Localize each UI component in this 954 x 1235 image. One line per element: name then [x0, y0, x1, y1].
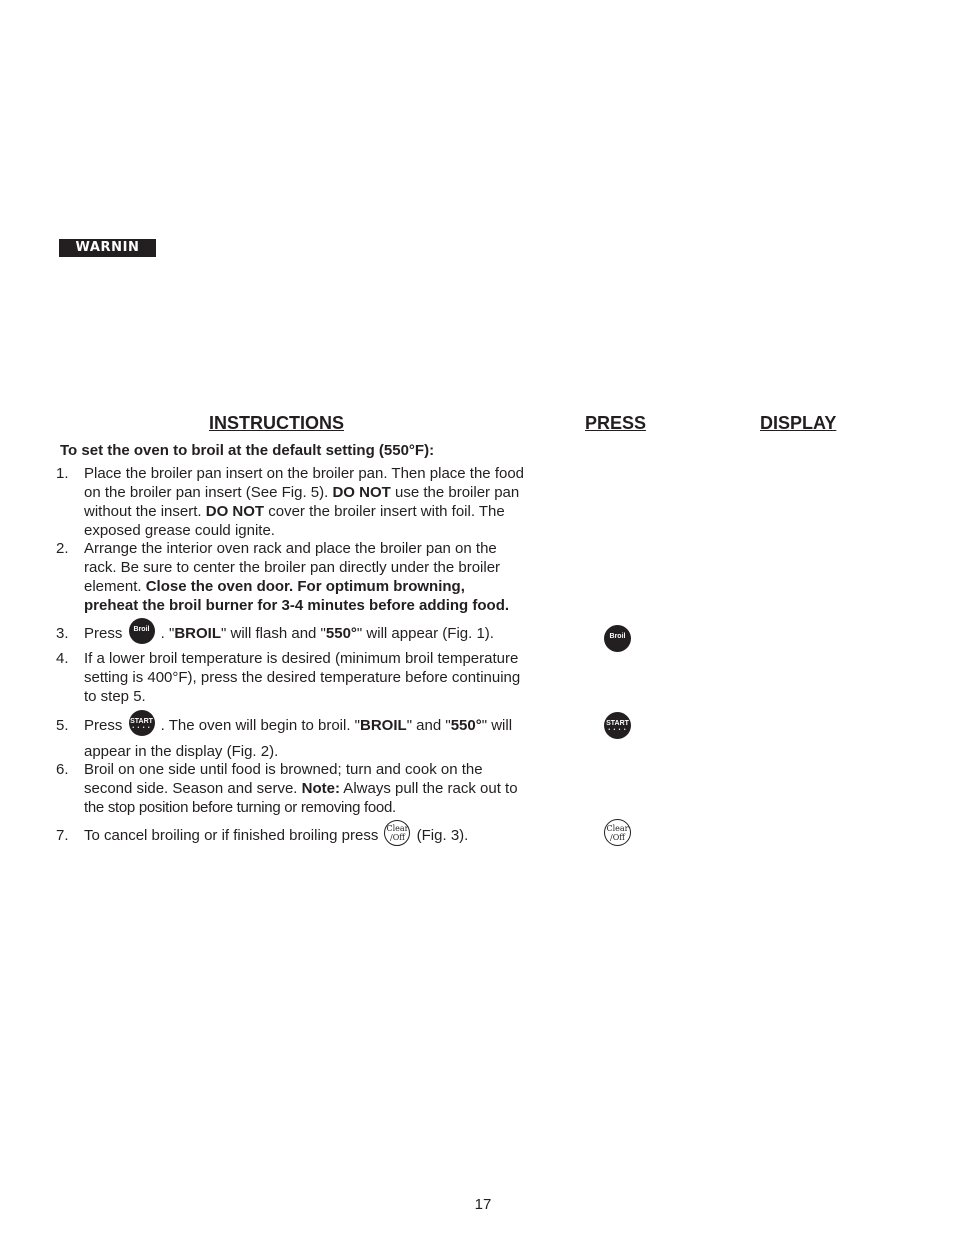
step-line: Place the broiler pan insert on the broiler pan. Then place the food: [84, 465, 525, 482]
emphasis-text: DO NOT: [205, 503, 265, 520]
step-line: appear in the display (Fig. 2).: [84, 743, 279, 761]
broil-default-subheading: To set the oven to broil at the default setting (550°F):: [60, 442, 435, 459]
button-label: [385, 824, 409, 842]
button-label: START: [130, 718, 153, 726]
dots-icon: • • • •: [608, 727, 627, 733]
press-broil-button: [604, 625, 631, 652]
step-line: [84, 483, 539, 502]
emphasis-text: 550°: [450, 717, 482, 734]
text-run: second side. Season and serve.: [84, 780, 302, 797]
step-line: [84, 502, 539, 521]
text-run: " and ": [406, 717, 451, 734]
step-text: [84, 760, 539, 817]
text-run: Press: [84, 717, 127, 734]
text-run: " will appear (Fig. 1).: [356, 625, 494, 642]
emphasis-text: Close the oven door. For optimum browning,: [145, 578, 465, 595]
warning-badge: WARNIN: [59, 239, 156, 257]
clear-off-button-icon: [384, 820, 410, 846]
button-label-bottom: /Off: [610, 833, 625, 842]
step-text: [84, 826, 539, 846]
step-line: the stop position before turning or removing food.: [84, 799, 396, 816]
text-run: To cancel broiling or if finished broiling press: [84, 827, 383, 844]
button-label: Broil: [133, 626, 150, 634]
step-line: Broil on one side until food is browned; turn and cook on the: [84, 761, 483, 778]
step-line: exposed grease could ignite.: [84, 522, 275, 539]
step-number: 3.: [56, 625, 69, 642]
text-run: . The oven will begin to broil. ": [156, 717, 361, 734]
step-line: to step 5.: [84, 688, 146, 705]
display-header: DISPLAY: [760, 413, 837, 433]
text-run: element.: [84, 578, 146, 595]
step-text: [84, 464, 539, 540]
step-line: [84, 779, 539, 798]
step-line: [84, 716, 539, 736]
text-run: Press: [84, 625, 127, 642]
button-label-top: Clear: [606, 824, 629, 833]
press-start-button: [604, 712, 631, 739]
emphasis-text: BROIL: [360, 717, 407, 734]
emphasis-text: BROIL: [174, 625, 222, 642]
step-number: 1.: [56, 465, 69, 482]
step-text: [84, 624, 539, 644]
button-label: [605, 824, 630, 842]
step-text: [84, 539, 539, 615]
step-number: 6.: [56, 761, 69, 778]
broil-button-icon: [129, 618, 155, 644]
text-run: on the broiler pan insert (See Fig. 5).: [84, 484, 333, 501]
step-line: Arrange the interior oven rack and place the broiler pan on the: [84, 540, 497, 557]
page-number: 17: [474, 1196, 492, 1213]
step-text: [84, 649, 539, 706]
step-line: rack. Be sure to center the broiler pan directly under the broiler: [84, 559, 501, 576]
button-label: START: [606, 720, 629, 727]
press-clear-off-button: [604, 819, 631, 846]
emphasis-text: DO NOT: [332, 484, 391, 501]
button-label: Broil: [609, 633, 626, 640]
emphasis-text: Note:: [301, 780, 340, 797]
text-run: (Fig. 3).: [412, 827, 469, 844]
press-header: PRESS: [585, 413, 647, 433]
step-number: 7.: [56, 827, 69, 844]
step-line: setting is 400°F), press the desired temperature before continuing: [84, 669, 521, 686]
button-label-bottom: /Off: [390, 833, 405, 843]
instructions-header: INSTRUCTIONS: [209, 413, 344, 433]
text-run: " will: [481, 717, 513, 734]
emphasis-text: 550°: [325, 625, 357, 642]
step-number: 5.: [56, 717, 69, 734]
step-number: 2.: [56, 540, 69, 557]
dots-icon: • • • •: [132, 725, 151, 732]
text-run: cover the broiler insert with foil. The: [264, 503, 505, 520]
button-label-top: Clear: [386, 824, 409, 834]
step-text: [84, 716, 539, 761]
step-line: [84, 624, 539, 644]
step-line: [84, 826, 539, 846]
step-line: [84, 577, 539, 596]
step-number: 4.: [56, 650, 69, 667]
text-run: without the insert.: [84, 503, 206, 520]
step-line: If a lower broil temperature is desired (minimum broil temperature: [84, 650, 519, 667]
step-line: preheat the broil burner for 3-4 minutes before adding food.: [84, 597, 510, 614]
text-run: . ": [156, 625, 175, 642]
text-run: use the broiler pan: [390, 484, 520, 501]
text-run: Always pull the rack out to: [339, 780, 518, 797]
text-run: " will flash and ": [221, 625, 326, 642]
start-button-icon: [129, 710, 155, 736]
